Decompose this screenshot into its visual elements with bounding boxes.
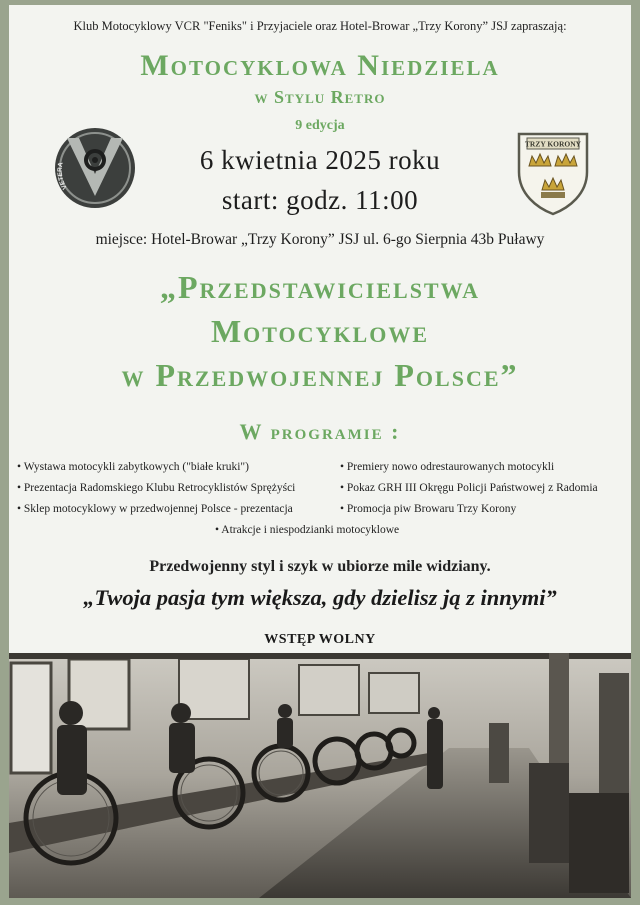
quote: „Twoja pasja tym większa, gdy dzielisz ją z innymi” — [83, 585, 557, 610]
program-item: • Premiery nowo odrestaurowanych motocykli — [340, 461, 555, 473]
edition: 9 edycja — [295, 118, 345, 133]
theme-line-3: w Przedwojennej Polsce” — [121, 357, 519, 393]
start-time: start: godz. 11:00 — [221, 185, 419, 215]
theme-line-1: „Przedstawicielstwa — [159, 269, 481, 305]
event-place: miejsce: Hotel-Browar „Trzy Korony” JSJ ul. 6-go Sierpnia 43b Puławy — [95, 231, 545, 248]
program-item: • Sklep motocyklowy w przedwojennej Polsce - prezentacja — [17, 503, 293, 515]
poster — [9, 5, 631, 898]
event-date: 6 kwietnia 2025 roku — [199, 145, 441, 175]
event-title: Motocyklowa Niedziela — [140, 49, 500, 82]
theme-line-2: Motocyklowe — [210, 313, 430, 349]
program-item: • Atrakcje i niespodzianki motocyklowe — [215, 524, 400, 536]
free-entry: WSTĘP WOLNY — [264, 632, 376, 647]
event-subtitle: w Stylu Retro — [254, 87, 386, 107]
factory-photo — [9, 653, 631, 898]
program-item: • Wystawa motocykli zabytkowych ("białe kruki") — [17, 461, 249, 473]
program-item: • Prezentacja Radomskiego Klubu Retrocyklistów Sprężyści — [17, 482, 296, 494]
intro-text: Klub Motocyklowy VCR "Feniks" i Przyjaciele oraz Hotel-Browar „Trzy Korony” JSJ zapraszają: — [73, 19, 567, 33]
program-heading: W programie : — [239, 419, 401, 444]
program-item: • Promocja piw Browaru Trzy Korony — [340, 503, 517, 515]
program-item: • Pokaz GRH III Okręgu Policji Państwowej z Radomia — [340, 482, 598, 494]
trzy-korony-logo-text: TRZY KORONY — [524, 139, 582, 149]
veteran-club-logo-text: VETERA — [56, 161, 69, 191]
dress-code: Przedwojenny styl i szyk w ubiorze mile widziany. — [149, 558, 491, 575]
